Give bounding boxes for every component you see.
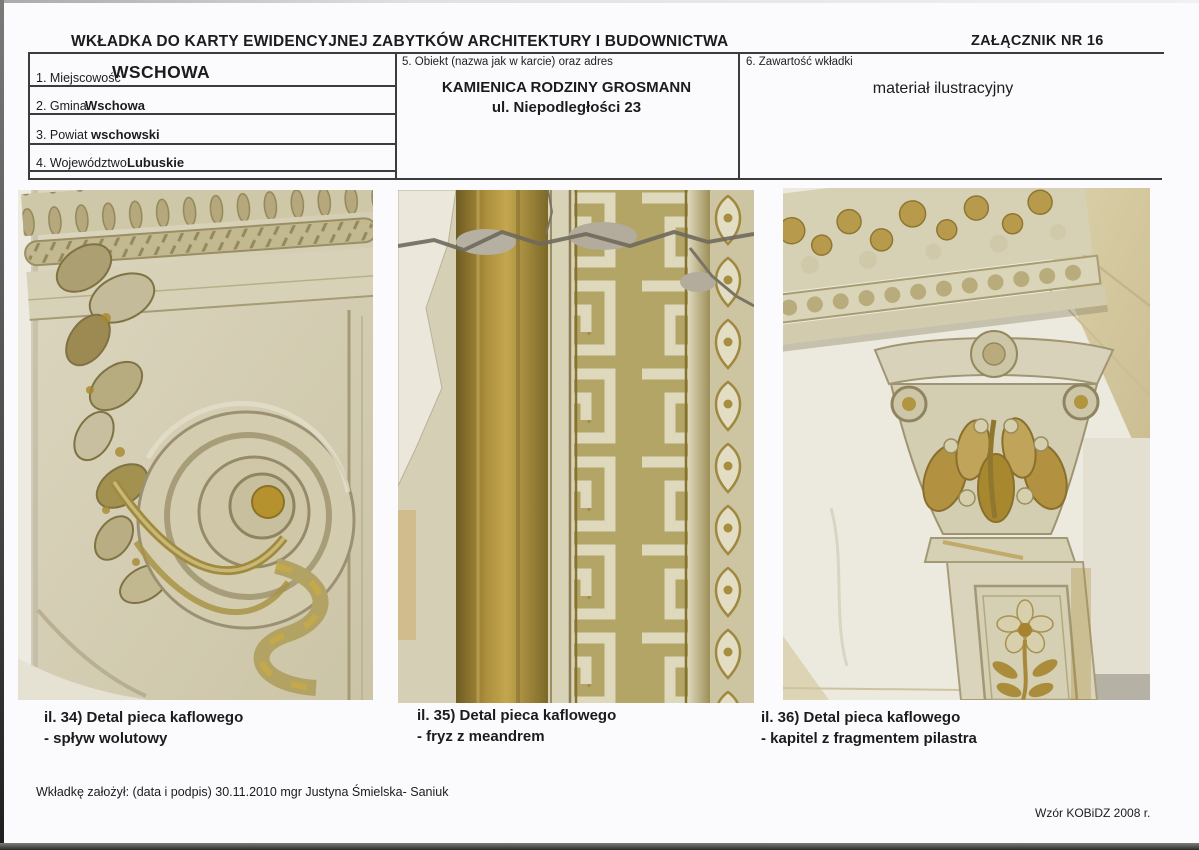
greek-key-band: [574, 190, 688, 703]
caption-line2: - fryz z meandrem: [417, 728, 545, 745]
field-row-rule: [28, 85, 396, 87]
field-miejscowosc-label: 1. Miejscowość: [36, 71, 121, 85]
caption-line2: - kapitel z fragmentem pilastra: [761, 730, 977, 747]
caption-line1: il. 35) Detal pieca kaflowego: [417, 707, 617, 724]
field-obiekt-label: 5. Obiekt (nazwa jak w karcie) oraz adres: [402, 56, 613, 68]
field-wojewodztwo-value: Lubuskie: [127, 155, 185, 170]
header-rule: [28, 52, 1164, 54]
footer-template-note: Wzór KOBiDZ 2008 r.: [1035, 806, 1151, 820]
scan-edge-left: [0, 0, 4, 850]
field-miejscowosc-value: WSCHOWA: [112, 62, 211, 82]
footer-author-note: Wkładkę założył: (data i podpis) 30.11.2010 mgr Justyna Śmielska- Saniuk: [36, 785, 449, 799]
pilaster-panel: [947, 562, 1097, 700]
figure-photo-capital: [783, 188, 1150, 700]
caption-line1: il. 34) Detal pieca kaflowego: [44, 709, 244, 726]
field-powiat-label: 3. Powiat: [36, 128, 88, 142]
field-zawartosc-label: 6. Zawartość wkładki: [746, 56, 853, 68]
field-zawartosc-value: materiał ilustracyjny: [872, 80, 1014, 97]
figure-caption-il34: [44, 707, 243, 749]
field-row-rule: [28, 113, 396, 115]
annex-label: ZAŁĄCZNIK NR 16: [971, 33, 1104, 49]
figure-photo-meander: [398, 190, 754, 703]
field-gmina-value: Wschowa: [85, 98, 145, 113]
table-border-mid2: [738, 52, 740, 180]
table-border-mid1: [395, 52, 397, 180]
page-title: WKŁADKA DO KARTY EWIDENCYJNEJ ZABYTKÓW ARCHITEKTURY I BUDOWNICTWA: [71, 33, 729, 50]
caption-line1: il. 36) Detal pieca kaflowego: [761, 709, 961, 726]
table-border-left: [28, 52, 30, 180]
table-border-bottom: [28, 178, 1162, 180]
field-obiekt-name: KAMIENICA RODZINY GROSMANN: [441, 79, 692, 96]
figure-caption-il36: [761, 707, 977, 749]
caption-line2: - spływ wolutowy: [44, 730, 168, 747]
field-powiat-value: wschowski: [91, 127, 160, 142]
field-gmina-label: 2. Gmina: [36, 99, 87, 113]
field-obiekt-address: ul. Niepodległości 23: [491, 99, 642, 116]
figure-caption-il35: [417, 705, 616, 747]
scan-edge-top: [0, 0, 1199, 3]
field-wojewodztwo-label: 4. Województwo: [36, 156, 127, 170]
figure-photo-volute: [18, 190, 373, 700]
field-row-rule: [28, 143, 396, 145]
scan-edge-bottom: [0, 843, 1199, 850]
field-row-rule: [28, 170, 396, 172]
